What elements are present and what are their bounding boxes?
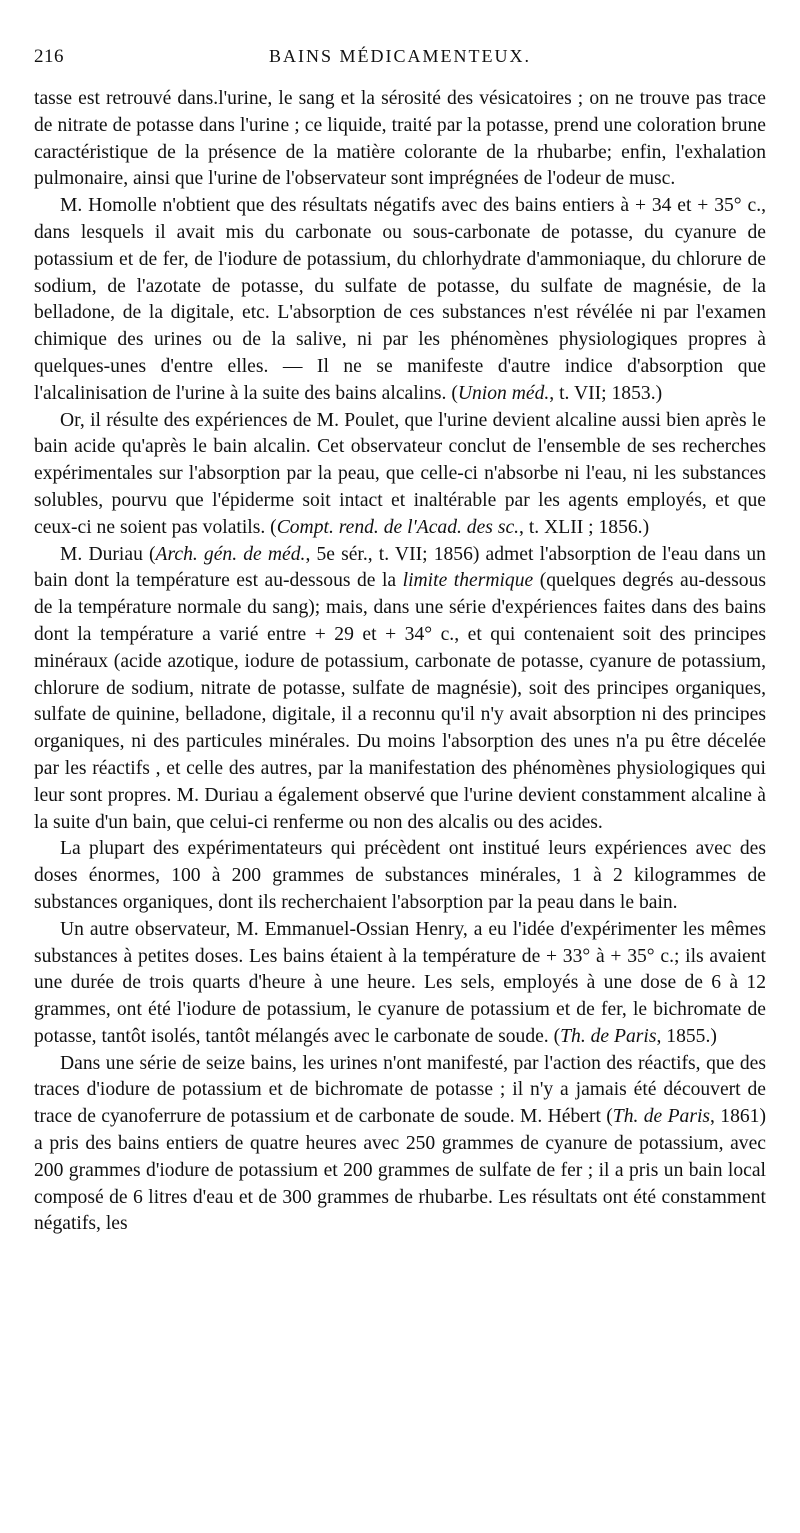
text-run: (quelques degrés au-dessous de la température normale du sang); mais, dans une série d'expériences faites dans des bains dont la température a varié entre + 29 et + 34° c., et qui contenaient soit des principes minéraux (acide azotique, iodure de potassium, carbonate de potasse, cyanure de potassium, chlorure de sodium, nitrate de potasse, sulfate de magnésie), soit des principes organiques, sulfate de quinine, belladone, digitale, il a reconnu qu'il n'y avait absorption ni des principes organiques, ni des particules minérales. Du moins l'absorption des unes n'a pu être décelée par les réactifs , et celle des autres, par la manifestation des phénomènes physiologiques qui leur sont propres. M. Duriau a également observé que l'urine devient constamment alcaline à la suite d'un bain, que celui-ci renferme ou non des alcalis ou des acides. — [34, 570, 767, 833]
text-run: , 1861) a pris des bains entiers de quatre heures avec 250 grammes de cyanure de potassium, avec 200 grammes d'iodure de potassium et 200 grammes de sulfate de fer ; il a pris un bain local composé de 6 litres d'eau et de 300 grammes de rhubarbe. Les résultats ont été constamment négatifs, les — [34, 1106, 767, 1235]
text-run: , t. XLII ; 1856.) — [519, 516, 650, 538]
paragraph — [34, 917, 766, 1051]
running-head — [34, 44, 766, 74]
text-run: Un autre observateur, M. Emmanuel-Ossian Henry, a eu l'idée d'expérimenter les mêmes substances à petites doses. Les bains étaient à la température de + 33° à + 35° c.; ils avaient une durée de trois quarts d'heure à une heure. Les sels, employés à une dose de 6 à 12 grammes, ont été l'iodure de potassium, le cyanure de potassium et de fer, le bichromate de potasse, tantôt isolés, tantôt mélangés avec le carbonate de soude. ( — [34, 918, 766, 1047]
text-run: Dans une série de seize bains, les urines n'ont manifesté, par l'action des réactifs, que des traces d'iodure de potassium et de bichromate de potasse ; il n'y a jamais été découvert de trace de cyanoferrure de potassium et de carbonate de soude. M. Hébert ( — [34, 1052, 766, 1128]
text-run: , t. VII; 1853.) — [549, 382, 663, 404]
italic-citation: limite thermique — [402, 570, 534, 592]
paragraph — [34, 1051, 766, 1239]
text-run: tasse est retrouvé dans.l'urine, le sang et la sérosité des vésicatoires ; on ne trouve pas trace de nitrate de potasse dans l'urine ; ce liquide, traité par la potasse, prend une coloration brune caractéristique de la présence de la matière colorante de la rhubarbe; enfin, l'exhalation pulmonaire, ainsi que l'urine de l'observateur sont imprégnées de l'odeur de musc. — [34, 88, 766, 190]
body-text — [34, 86, 766, 1238]
paragraph — [34, 542, 766, 837]
paragraph — [34, 86, 766, 193]
italic-citation: Arch. gén. de méd. — [155, 543, 306, 565]
paragraph — [34, 836, 766, 916]
page-number: 216 — [34, 46, 64, 67]
paragraph — [34, 408, 766, 542]
italic-citation: Th. de Paris — [612, 1106, 711, 1128]
page — [34, 44, 766, 1238]
text-run: La plupart des expérimentateurs qui précèdent ont institué leurs expériences avec des doses énormes, 100 à 200 grammes de substances minérales, 1 à 2 kilogrammes de substances organiques, dont ils recherchaient l'absorption par la peau dans le bain. — [34, 838, 766, 913]
text-run: , 5e sér., t. VII; 1856) admet l'absorption de l'eau dans un bain dont la température est au-dessous de la — [34, 543, 766, 592]
text-run: , 1855.) — [656, 1025, 717, 1047]
running-title: BAINS MÉDICAMENTEUX. — [269, 46, 531, 66]
italic-citation: Th. de Paris — [560, 1025, 657, 1047]
text-run: M. Homolle n'obtient que des résultats négatifs avec des bains entiers à + 34 et + 35° c., dans lesquels il avait mis du carbonate ou sous-carbonate de potasse, du cyanure de potassium et de fer, de l'iodure de potassium, du chlorhydrate d'ammoniaque, du chlorure de sodium, de l'azotate de potasse, du sulfate de potasse, du sulfate de magnésie, de la belladone, de la digitale, etc. L'absorption de ces substances n'est révélée ni par l'examen chimique des urines ou de la salive, ni par les phénomènes physiologiques propres à quelques-unes d'entre elles. — Il ne se manifeste d'autre indice d'absorption que l'alcalinisation de l'urine à la suite des bains alcalins. ( — [34, 195, 766, 404]
paragraph — [34, 193, 766, 407]
text-run: M. Duriau ( — [60, 543, 156, 565]
italic-citation: Compt. rend. de l'Acad. des sc. — [276, 516, 520, 538]
text-run: Or, il résulte des expériences de M. Poulet, que l'urine devient alcaline aussi bien après le bain acide qu'après le bain alcalin. Cet observateur conclut de l'ensemble de ses recherches expérimentales sur l'absorption par la peau, que celle-ci n'absorbe ni l'eau, ni les substances solubles, pourvu que l'épiderme soit intact et inaltérable par les agents employés, et que ceux-ci ne soient pas volatils. ( — [34, 409, 766, 538]
italic-citation: Union méd. — [457, 382, 550, 404]
